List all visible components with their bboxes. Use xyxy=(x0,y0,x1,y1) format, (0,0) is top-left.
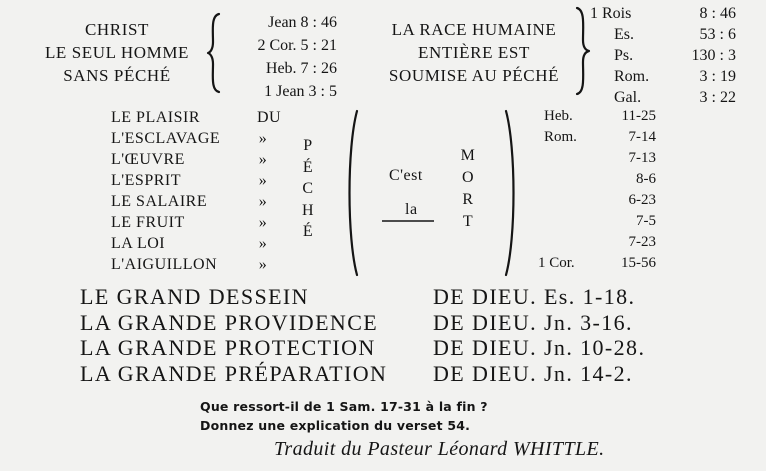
reference-verse: 8 : 46 xyxy=(699,5,736,22)
center-underline xyxy=(380,219,436,223)
questions-block xyxy=(200,397,488,435)
dessein-title: LE GRAND DESSEIN xyxy=(80,284,309,309)
sin-item-label: LE SALAIRE xyxy=(111,193,208,210)
reference-verse: 8-6 xyxy=(636,171,656,187)
reference-verse: 7-23 xyxy=(628,234,656,250)
reference-book xyxy=(538,232,600,253)
reference: 1 Jean 3 : 5 xyxy=(264,83,337,100)
race-line: ENTIÈRE EST xyxy=(418,43,530,62)
reference-book: Heb. xyxy=(544,108,573,124)
sin-item-label: L'ESCLAVAGE xyxy=(111,130,221,147)
ditto-mark: » xyxy=(258,130,268,147)
christ-line: LE SEUL HOMME xyxy=(44,43,190,62)
race-line: SOUMISE AU PÉCHÉ xyxy=(388,66,560,85)
dessein-titles xyxy=(80,284,387,386)
peche-vertical xyxy=(298,135,318,243)
reference-book: Ps. xyxy=(614,47,634,64)
peche-letter: P xyxy=(303,137,313,154)
christ-line: CHRIST xyxy=(84,20,150,39)
ditto-mark: DU xyxy=(256,109,282,126)
top-right-references xyxy=(590,3,736,108)
ditto-mark: » xyxy=(258,172,268,189)
sin-item-label: L'ŒUVRE xyxy=(111,151,185,168)
cest-text: C'est xyxy=(389,167,423,184)
christ-heading-block xyxy=(22,18,212,87)
dessein-reference: DE DIEU. Jn. 14-2. xyxy=(433,360,633,386)
sin-item-marks xyxy=(254,107,284,275)
peche-letter: C xyxy=(302,180,314,197)
ditto-mark: » xyxy=(258,256,268,273)
ditto-mark: » xyxy=(258,214,268,231)
sin-item-label: L'ESPRIT xyxy=(111,172,181,189)
reference-verse: 3 : 19 xyxy=(699,68,736,85)
reference-book: Rom. xyxy=(544,129,577,145)
la-text: la xyxy=(405,201,418,218)
reference-book: 1 Rois xyxy=(590,5,632,22)
center-left-paren xyxy=(344,108,360,278)
race-humaine-block xyxy=(368,18,580,87)
peche-letter: É xyxy=(302,223,314,240)
ditto-mark: » xyxy=(258,193,268,210)
mort-letter: R xyxy=(462,191,474,208)
reference-book: Rom. xyxy=(614,68,650,85)
sin-item-label: L'AIGUILLON xyxy=(111,256,218,273)
reference: Jean 8 : 46 xyxy=(268,14,337,31)
mort-letter: T xyxy=(462,213,474,230)
reference-verse: 130 : 3 xyxy=(691,47,736,64)
reference-verse: 7-13 xyxy=(628,150,656,166)
reference-book xyxy=(538,148,600,169)
peche-letter: H xyxy=(301,201,315,219)
question-line: Que ressort-il de 1 Sam. 17-31 à la fin ? xyxy=(200,399,488,414)
reference: 2 Cor. 5 : 21 xyxy=(257,37,337,54)
ditto-mark: » xyxy=(258,235,268,252)
reference-book: Gal. xyxy=(614,89,642,106)
translator-credit: Traduit du Pasteur Léonard WHITTLE. xyxy=(274,438,605,460)
ditto-mark: » xyxy=(258,151,268,168)
dessein-reference: DE DIEU. Jn. 10-28. xyxy=(433,335,646,360)
reference-verse: 6-23 xyxy=(628,192,656,208)
middle-references xyxy=(538,106,656,274)
peche-letter: É xyxy=(302,158,314,176)
reference-book: Es. xyxy=(614,26,634,43)
reference-book xyxy=(538,211,600,232)
reference: Heb. 7 : 26 xyxy=(265,60,337,77)
mort-letter: O xyxy=(461,169,475,186)
question-line: Donnez une explication du verset 54. xyxy=(200,418,471,433)
center-right-paren xyxy=(503,108,519,278)
mort-letter: M xyxy=(460,147,476,164)
reference-book xyxy=(538,190,600,211)
dessein-title: LA GRANDE PROVIDENCE xyxy=(80,309,379,335)
sin-item-label: LE FRUIT xyxy=(111,214,185,231)
reference-verse: 53 : 6 xyxy=(699,26,736,43)
mort-vertical xyxy=(458,145,478,233)
reference-verse: 3 : 22 xyxy=(699,89,736,106)
reference-book xyxy=(538,169,600,190)
sin-items-list xyxy=(111,107,220,275)
dessein-references xyxy=(433,284,645,386)
reference-book: 1 Cor. xyxy=(538,255,575,271)
race-line: LA RACE HUMAINE xyxy=(391,20,557,39)
christ-line: SANS PÉCHÉ xyxy=(63,66,171,85)
dessein-reference: DE DIEU. Jn. 3-16. xyxy=(433,309,633,335)
reference-verse: 11-25 xyxy=(621,108,656,124)
dessein-title: LA GRANDE PROTECTION xyxy=(80,335,376,360)
dessein-reference: DE DIEU. Es. 1-18. xyxy=(433,284,636,309)
sin-item-label: LE PLAISIR xyxy=(111,109,200,126)
reference-verse: 15-56 xyxy=(621,255,656,271)
dessein-title: LA GRANDE PRÉPARATION xyxy=(80,360,388,386)
sin-item-label: LA LOI xyxy=(111,235,166,252)
reference-verse: 7-14 xyxy=(628,129,656,145)
reference-verse: 7-5 xyxy=(636,213,656,229)
top-left-references xyxy=(222,11,337,103)
